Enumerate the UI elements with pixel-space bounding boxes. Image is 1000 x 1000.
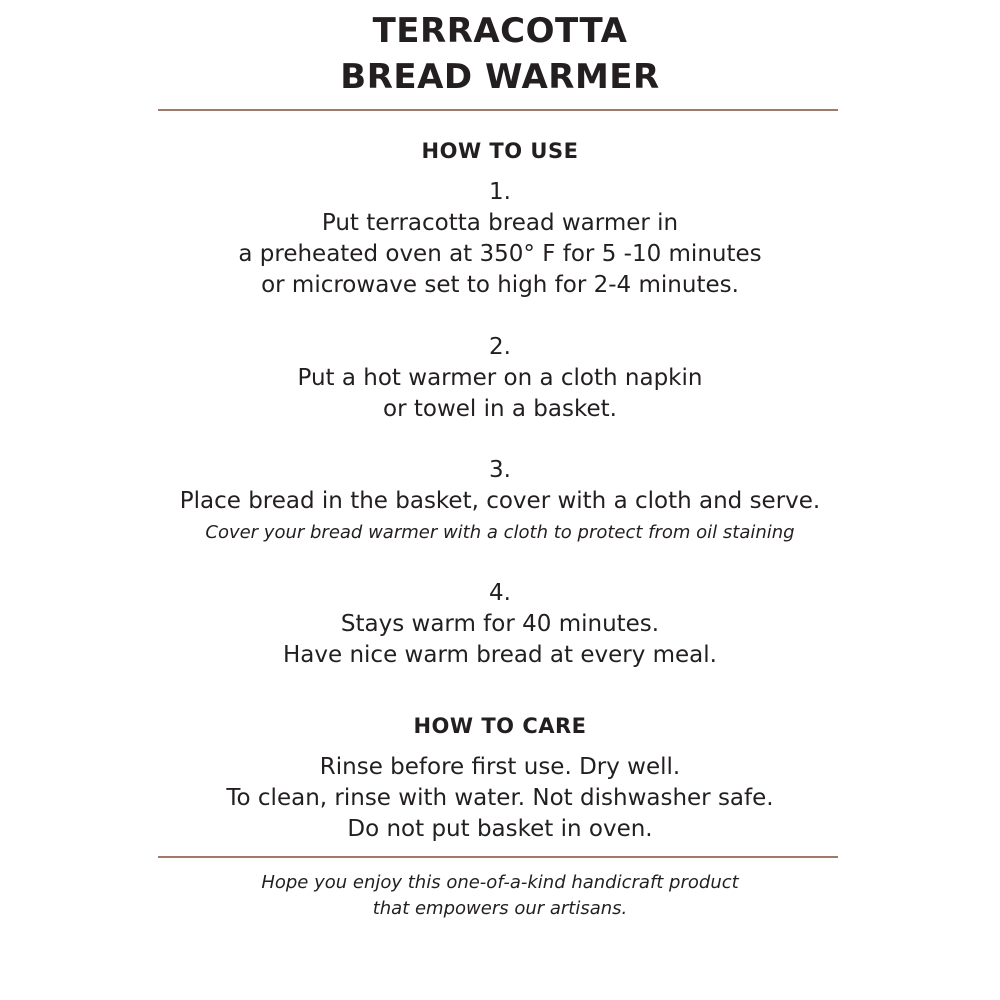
step-3-note: Cover your bread warmer with a cloth to protect from oil staining <box>205 522 795 543</box>
title-line-2: BREAD WARMER <box>340 57 660 97</box>
step-2-line-1: Put a hot warmer on a cloth napkin <box>297 365 703 391</box>
step-3-number: 3. <box>489 457 511 483</box>
step-1-line-1: Put terracotta bread warmer in <box>321 210 679 236</box>
step-2-number: 2. <box>489 334 511 360</box>
footer-message <box>0 870 1000 922</box>
step-1-number: 1. <box>489 179 511 205</box>
step-1-line-2: a preheated oven at 350° F for 5 -10 minutes <box>238 241 762 267</box>
how-to-use-heading: HOW TO USE <box>421 139 579 163</box>
care-line-2: To clean, rinse with water. Not dishwasher safe. <box>226 785 774 811</box>
step-4-number: 4. <box>489 580 511 606</box>
title-line-1: TERRACOTTA <box>372 11 628 51</box>
step-4-line-2: Have nice warm bread at every meal. <box>283 642 717 668</box>
footer-line-1: Hope you enjoy this one-of-a-kind handicraft product <box>261 872 739 893</box>
top-divider <box>158 109 838 111</box>
step-1-line-3: or microwave set to high for 2-4 minutes. <box>261 272 739 298</box>
how-to-care-heading: HOW TO CARE <box>413 714 587 738</box>
step-3-line-1: Place bread in the basket, cover with a cloth and serve. <box>179 488 821 514</box>
care-line-1: Rinse before first use. Dry well. <box>319 754 681 780</box>
bottom-divider <box>158 856 838 858</box>
step-4-line-1: Stays warm for 40 minutes. <box>340 611 660 637</box>
footer-line-2: that empowers our artisans. <box>372 898 628 919</box>
care-line-3: Do not put basket in oven. <box>347 816 653 842</box>
step-2-line-2: or towel in a basket. <box>383 396 617 422</box>
page-title <box>0 8 1000 100</box>
